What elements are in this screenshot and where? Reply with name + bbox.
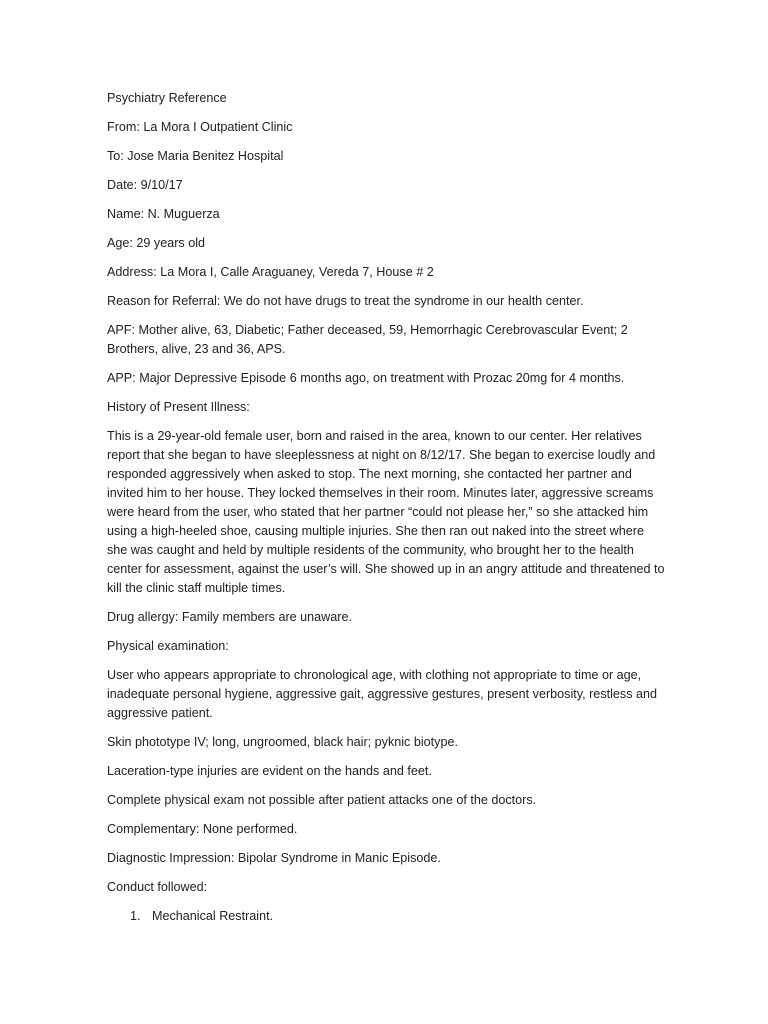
complementary-line: Complementary: None performed. xyxy=(107,822,298,836)
skin-line: Skin phototype IV; long, ungroomed, black hair; pyknic biotype. xyxy=(107,735,458,749)
exam-incomplete-line: Complete physical exam not possible after patient attacks one of the doctors. xyxy=(107,793,537,807)
family-history: APF: Mother alive, 63, Diabetic; Father deceased, 59, Hemorrhagic Cerebrovascular Event; 2 Brothers, alive, 23 and 36, APS. xyxy=(107,323,628,356)
personal-history: APP: Major Depressive Episode 6 months ago, on treatment with Prozac 20mg for 4 months. xyxy=(107,371,625,385)
exam-text: User who appears appropriate to chronological age, with clothing not appropriate to time or age, inadequate personal hygiene, aggressive gait, aggressive gestures, present verbosity, restless and aggressive patient. xyxy=(107,668,658,720)
age-line: Age: 29 years old xyxy=(107,236,206,250)
from-line: From: La Mora I Outpatient Clinic xyxy=(107,120,293,134)
date-line: Date: 9/10/17 xyxy=(107,178,183,192)
address-line: Address: La Mora I, Calle Araguaney, Vereda 7, House # 2 xyxy=(107,265,434,279)
referral-reason: Reason for Referral: We do not have drugs to treat the syndrome in our health center. xyxy=(107,294,584,308)
conduct-heading: Conduct followed: xyxy=(107,880,208,894)
diagnostic-line: Diagnostic Impression: Bipolar Syndrome in Manic Episode. xyxy=(107,851,441,865)
hpi-heading: History of Present Illness: xyxy=(107,400,250,414)
drug-allergy: Drug allergy: Family members are unaware. xyxy=(107,610,352,624)
list-item-number: 1. xyxy=(130,909,141,923)
name-line: Name: N. Muguerza xyxy=(107,207,220,221)
list-item-text: Mechanical Restraint. xyxy=(152,909,274,923)
list-item xyxy=(130,907,667,926)
hpi-text: This is a 29-year-old female user, born and raised in the area, known to our center. Her relatives report that she began to have sleeplessness at night on 8/12/17. She began to exercise loudly and responded aggressively when asked to stop. The next morning, she contacted her partner and invited him to her house. They locked themselves in their room. Minutes later, aggressive screams were heard from the user, who stated that her partner “could not please her,” so she attacked him using a high-heeled shoe, causing multiple injuries. She then ran out naked into the street where she was caught and held by multiple residents of the community, who brought her to the health center for assessment, against the user’s will. She showed up in an angry attitude and threatened to kill the clinic staff multiple times. xyxy=(107,429,665,595)
document-page xyxy=(107,89,667,926)
conduct-list xyxy=(107,907,667,926)
to-line: To: Jose Maria Benitez Hospital xyxy=(107,149,284,163)
injuries-line: Laceration-type injuries are evident on the hands and feet. xyxy=(107,764,432,778)
exam-heading: Physical examination: xyxy=(107,639,229,653)
document-title: Psychiatry Reference xyxy=(107,91,227,105)
